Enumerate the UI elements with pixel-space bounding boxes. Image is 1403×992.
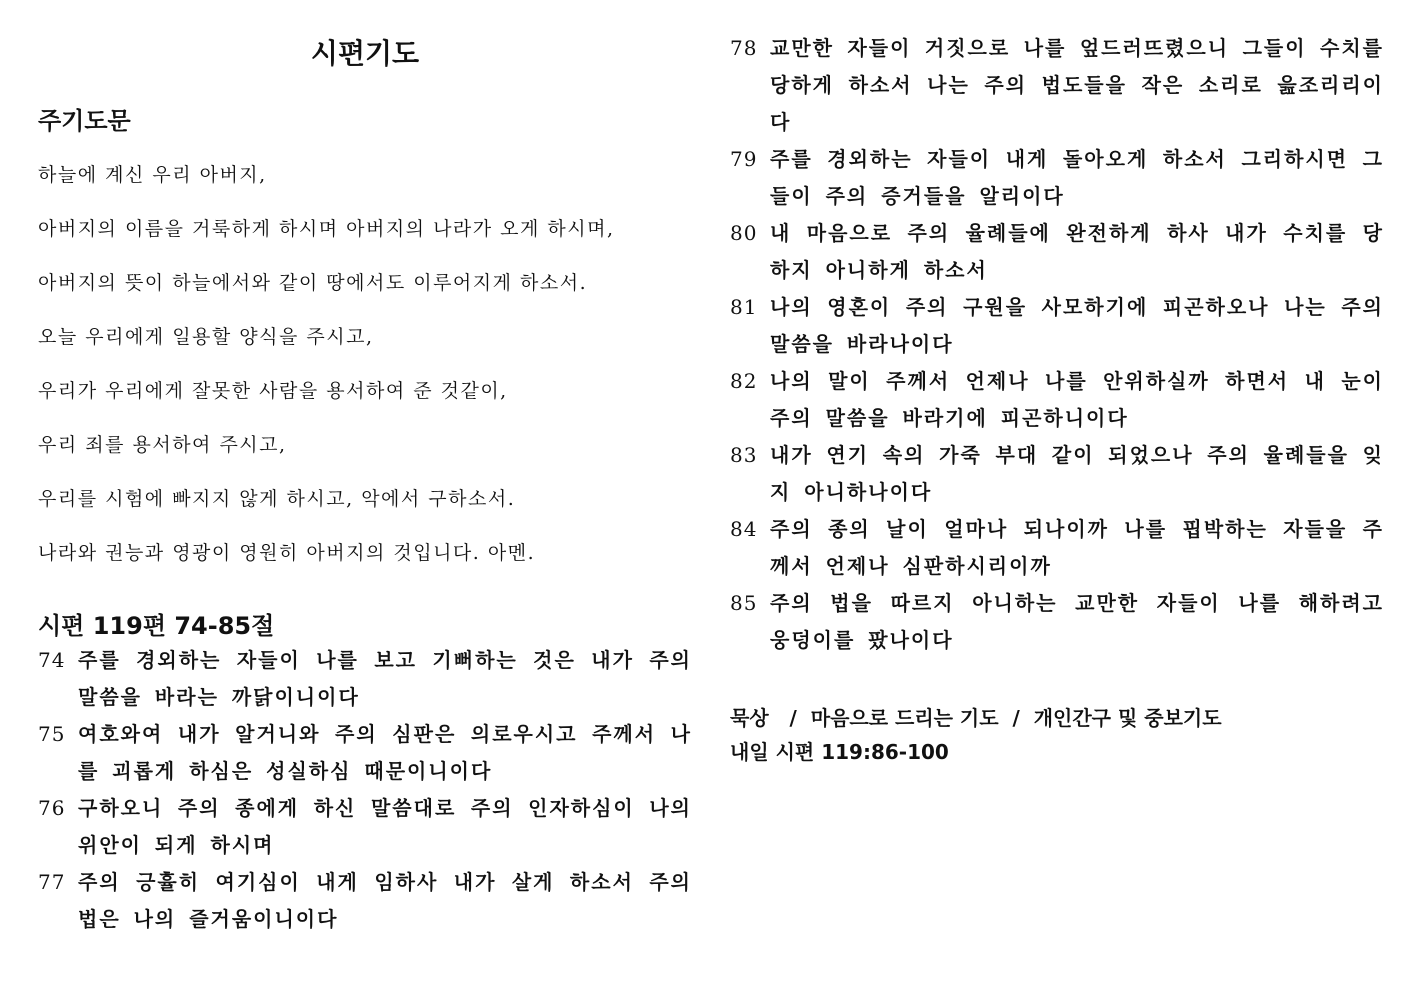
verse-number: 81 (730, 295, 758, 319)
verse-list-left (38, 642, 692, 938)
verse-text: 내 마음으로 주의 율례들에 완전하게 하사 내가 수치를 당하지 아니하게 하소서 (770, 221, 1384, 282)
verse-number: 74 (38, 648, 66, 672)
prayer-line: 우리 죄를 용서하여 주시고, (38, 434, 287, 456)
verse-number: 82 (730, 369, 758, 393)
verse-number: 78 (730, 36, 758, 60)
verse (38, 790, 692, 864)
verse (38, 716, 692, 790)
lords-prayer-heading: 주기도문 (38, 107, 131, 135)
verse-text: 주의 종의 날이 얼마나 되나이까 나를 핍박하는 자들을 주께서 언제나 심판하시리이까 (770, 517, 1384, 578)
verse-number: 76 (38, 796, 66, 820)
verse (38, 864, 692, 938)
psalm-heading: 시편 119편 74-85절 (38, 612, 275, 640)
prayer-line: 아버지의 이름을 거룩하게 하시며 아버지의 나라가 오게 하시며, (38, 218, 615, 240)
verse-number: 80 (730, 221, 758, 245)
verse-number: 85 (730, 591, 758, 615)
verse (730, 511, 1384, 585)
verse (730, 585, 1384, 659)
prayer-line: 나라와 권능과 영광이 영원히 아버지의 것입니다. 아멘. (38, 542, 536, 564)
verse (730, 437, 1384, 511)
verse (730, 141, 1384, 215)
verse-number: 84 (730, 517, 758, 541)
meditation-guide: 묵상 / 마음으로 드리는 기도 / 개인간구 및 중보기도 (730, 706, 1222, 730)
verse-text: 내가 연기 속의 가죽 부대 같이 되었으나 주의 율례들을 잊지 아니하나이다 (770, 443, 1384, 504)
prayer-line: 아버지의 뜻이 하늘에서와 같이 땅에서도 이루어지게 하소서. (38, 272, 588, 294)
verse-number: 79 (730, 147, 758, 171)
verse-text: 주의 법을 따르지 아니하는 교만한 자들이 나를 해하려고 웅덩이를 팠나이다 (770, 591, 1384, 652)
next-reading: 내일 시편 119:86-100 (730, 740, 949, 764)
verse-text: 구하오니 주의 종에게 하신 말씀대로 주의 인자하심이 나의 위안이 되게 하시며 (78, 796, 692, 857)
verse-text: 교만한 자들이 거짓으로 나를 엎드러뜨렸으니 그들이 수치를 당하게 하소서 나는 주의 법도들을 작은 소리로 읊조리리이다 (770, 36, 1384, 134)
verse (730, 289, 1384, 363)
verse (730, 215, 1384, 289)
verse-list-right (730, 30, 1384, 659)
verse-text: 나의 영혼이 주의 구원을 사모하기에 피곤하오나 나는 주의 말씀을 바라나이다 (770, 295, 1384, 356)
verse-number: 77 (38, 870, 66, 894)
prayer-line: 오늘 우리에게 일용할 양식을 주시고, (38, 326, 374, 348)
verse-text: 주를 경외하는 자들이 내게 돌아오게 하소서 그리하시면 그들이 주의 증거들을 알리이다 (770, 147, 1384, 208)
verse-text: 주를 경외하는 자들이 나를 보고 기뻐하는 것은 내가 주의 말씀을 바라는 까닭이니이다 (78, 648, 692, 709)
verse (730, 30, 1384, 141)
prayer-line: 우리가 우리에게 잘못한 사람을 용서하여 준 것같이, (38, 380, 508, 402)
page-title: 시편기도 (310, 37, 420, 70)
verse (38, 642, 692, 716)
verse-text: 나의 말이 주께서 언제나 나를 안위하실까 하면서 내 눈이 주의 말씀을 바라기에 피곤하니이다 (770, 369, 1384, 430)
prayer-line: 하늘에 계신 우리 아버지, (38, 164, 267, 186)
verse-text: 주의 긍휼히 여기심이 내게 임하사 내가 살게 하소서 주의 법은 나의 즐거움이니이다 (78, 870, 692, 931)
verse-number: 75 (38, 722, 66, 746)
verse-text: 여호와여 내가 알거니와 주의 심판은 의로우시고 주께서 나를 괴롭게 하심은 성실하심 때문이니이다 (78, 722, 692, 783)
verse (730, 363, 1384, 437)
verse-number: 83 (730, 443, 758, 467)
prayer-line: 우리를 시험에 빠지지 않게 하시고, 악에서 구하소서. (38, 488, 516, 510)
